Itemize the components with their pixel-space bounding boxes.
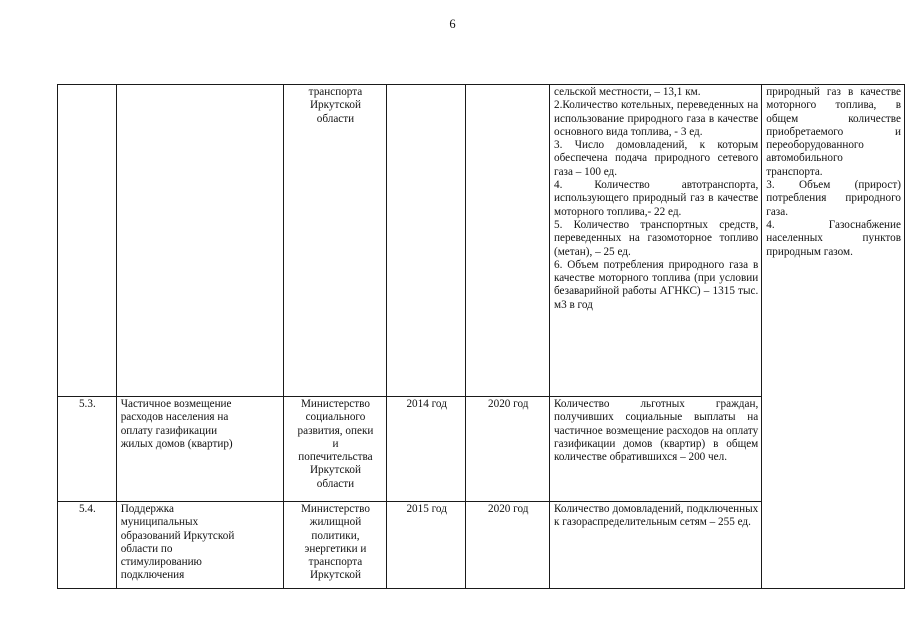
measure-name-line: образований Иркутской — [120, 529, 235, 542]
measure-name-line: области по — [120, 542, 173, 555]
executor-line: развития, опеки — [297, 424, 374, 437]
cell-executor — [284, 85, 387, 397]
cell-expected-results — [762, 85, 905, 502]
cell-executor — [284, 397, 387, 502]
measure-name-line: стимулированию — [120, 556, 202, 569]
cell-measure-name — [116, 502, 283, 589]
executor-line: Иркутской — [309, 569, 361, 582]
cell-number: 5.4. — [58, 502, 117, 589]
result-item: 4. Газоснабжение населенных пунктов природным газом. — [766, 218, 901, 258]
indicator-item: сельской местности, – 13,1 км. — [554, 86, 701, 98]
measure-name-line: подключения — [120, 569, 185, 582]
executor-line: транспорта — [308, 556, 363, 569]
executor-line: транспорта — [308, 86, 363, 98]
indicator-item: Количество домовладений, подключенных к газораспределительным сетям – 255 ед. — [554, 503, 759, 529]
table-row — [58, 85, 905, 397]
cell-end-year: 2020 год — [466, 502, 550, 589]
executor-line: области — [316, 477, 355, 490]
indicator-item: 2.Количество котельных, переведенных на использование природного газа в качестве основного вида топлива, - 3 ед. — [554, 99, 759, 138]
program-measures-table — [57, 84, 905, 589]
cell-start-year — [386, 85, 466, 397]
measure-name-line: Поддержка — [120, 503, 174, 515]
measure-name-line: Частичное возмещение — [120, 398, 232, 410]
measure-name-line: оплату газификации — [120, 424, 218, 437]
cell-indicators — [550, 397, 762, 502]
cell-end-year — [466, 85, 550, 397]
executor-line: энергетики и — [304, 542, 367, 555]
cell-end-year: 2020 год — [466, 397, 550, 502]
indicator-item: 4. Количество автотранспорта, использующего природный газ в качестве моторного топлива,- 22 ед. — [554, 179, 759, 218]
executor-line: и — [332, 437, 339, 450]
measure-name-line: жилых домов (квартир) — [120, 437, 233, 450]
executor-line: области — [316, 112, 355, 125]
executor-line: Министерство — [300, 398, 370, 410]
cell-number — [58, 85, 117, 397]
measure-name-line: муниципальных — [120, 516, 199, 529]
cell-measure-name — [116, 85, 283, 397]
cell-start-year: 2015 год — [386, 502, 466, 589]
cell-start-year: 2014 год — [386, 397, 466, 502]
cell-expected-results-empty — [762, 502, 905, 589]
indicator-item: 6. Объем потребления природного газа в качестве моторного топлива (при условии безаварийной работы АГНКС) – 1315 тыс. м3 в год — [554, 258, 759, 311]
executor-line: Иркутской — [309, 464, 361, 477]
executor-line: Министерство — [300, 503, 370, 515]
cell-measure-name — [116, 397, 283, 502]
result-item: 3. Объем (прирост) потребления природного газа. — [766, 179, 901, 218]
executor-line: политики, — [311, 529, 360, 542]
indicator-item: 3. Число домовладений, к которым обеспечена подача природного сетевого газа – 100 ед. — [554, 139, 759, 178]
table-row — [58, 502, 905, 589]
executor-line: жилищной — [309, 516, 362, 529]
executor-line: социального — [305, 411, 366, 424]
cell-indicators — [550, 502, 762, 589]
indicator-item: 5. Количество транспортных средств, переведенных на газомоторное топливо (метан), – 25 ед. — [554, 218, 759, 258]
page-number: 6 — [449, 17, 456, 31]
executor-line: попечительства — [298, 451, 373, 464]
measure-name-line: расходов населения на — [120, 411, 229, 424]
executor-line: Иркутской — [309, 99, 361, 112]
cell-number: 5.3. — [58, 397, 117, 502]
cell-executor — [284, 502, 387, 589]
indicator-item: Количество льготных граждан, получивших социальные выплаты на частичное возмещение расходов на оплату газификации домов (квартир) в общем количестве обратившихся – 200 чел. — [554, 398, 759, 464]
result-item: природный газ в качестве моторного топлива, в общем количестве приобретаемого и переоборудованного автомобильного транспорта. — [766, 86, 901, 178]
cell-indicators — [550, 85, 762, 397]
